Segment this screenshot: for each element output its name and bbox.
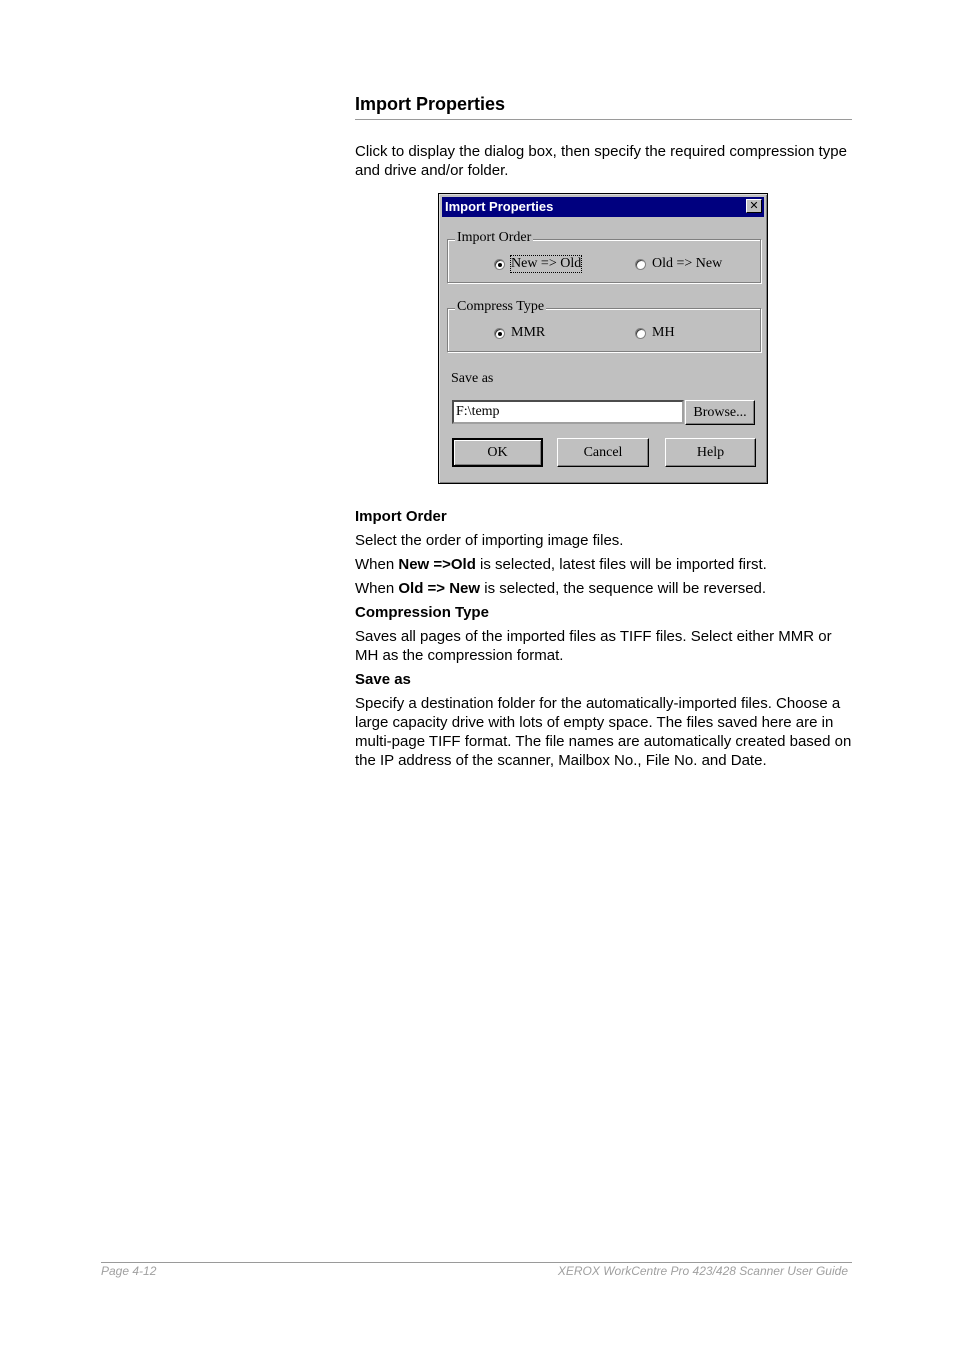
radio-new-old[interactable] <box>494 256 581 272</box>
radio-mmr[interactable] <box>494 325 545 341</box>
save-as-heading: Save as <box>355 671 411 688</box>
footer-divider <box>101 1262 852 1263</box>
old-new-rest: is selected, the sequence will be reversed. <box>480 580 767 597</box>
radio-old-new-label: Old => New <box>652 256 723 271</box>
save-path-input[interactable]: F:\temp <box>452 400 684 424</box>
import-order-heading: Import Order <box>355 508 447 525</box>
import-properties-dialog <box>438 193 768 484</box>
footer-page-number: Page 4-12 <box>101 1264 157 1278</box>
footer-guide-title: XEROX WorkCentre Pro 423/428 Scanner User Guide <box>557 1264 848 1278</box>
compression-desc: Saves all pages of the imported files as TIFF files. Select either MMR or MH as the compression format. <box>355 628 832 664</box>
save-as-label: Save as <box>451 371 494 386</box>
import-order-desc: Select the order of importing image files. <box>355 532 624 549</box>
dialog-title: Import Properties <box>445 199 554 214</box>
when-text: When <box>355 556 399 573</box>
main-content <box>355 93 852 180</box>
new-old-rest: is selected, latest files will be imported first. <box>475 556 767 573</box>
when-text: When <box>355 580 399 597</box>
radio-unselected-icon <box>635 328 646 339</box>
intro-paragraph: Click to display the dialog box, then specify the required compression type and drive and/or folder. <box>355 143 847 179</box>
import-order-label: Import Order <box>457 230 532 245</box>
dialog-title-bar <box>442 197 764 217</box>
radio-selected-icon <box>494 328 505 339</box>
radio-mh-label: MH <box>652 325 675 340</box>
details-section <box>355 507 852 770</box>
old-new-desc <box>355 579 852 598</box>
radio-mh[interactable] <box>635 325 675 341</box>
radio-unselected-icon <box>635 259 646 270</box>
radio-old-new[interactable] <box>635 256 722 272</box>
section-title: Import Properties <box>355 93 852 120</box>
old-new-term: Old => New <box>398 580 481 597</box>
radio-new-old-label: New => Old <box>511 256 582 271</box>
browse-button[interactable]: Browse... <box>685 400 755 425</box>
compress-type-label: Compress Type <box>457 299 545 314</box>
ok-button[interactable]: OK <box>452 438 543 467</box>
new-old-desc <box>355 555 852 574</box>
compression-heading: Compression Type <box>355 604 489 621</box>
compress-type-group <box>447 299 761 352</box>
help-button[interactable]: Help <box>665 438 756 467</box>
radio-selected-icon <box>494 259 505 270</box>
close-icon[interactable]: ✕ <box>746 199 762 213</box>
radio-mmr-label: MMR <box>511 325 546 340</box>
save-as-desc: Specify a destination folder for the automatically-imported files. Choose a large capacity drive with lots of empty space. The files saved here are in multi-page TIFF format. The file names are automatically created based on the IP address of the scanner, Mailbox No., File No. and Date. <box>355 695 852 769</box>
cancel-button[interactable]: Cancel <box>557 438 649 467</box>
import-order-group <box>447 230 761 283</box>
new-old-term: New =>Old <box>398 556 476 573</box>
